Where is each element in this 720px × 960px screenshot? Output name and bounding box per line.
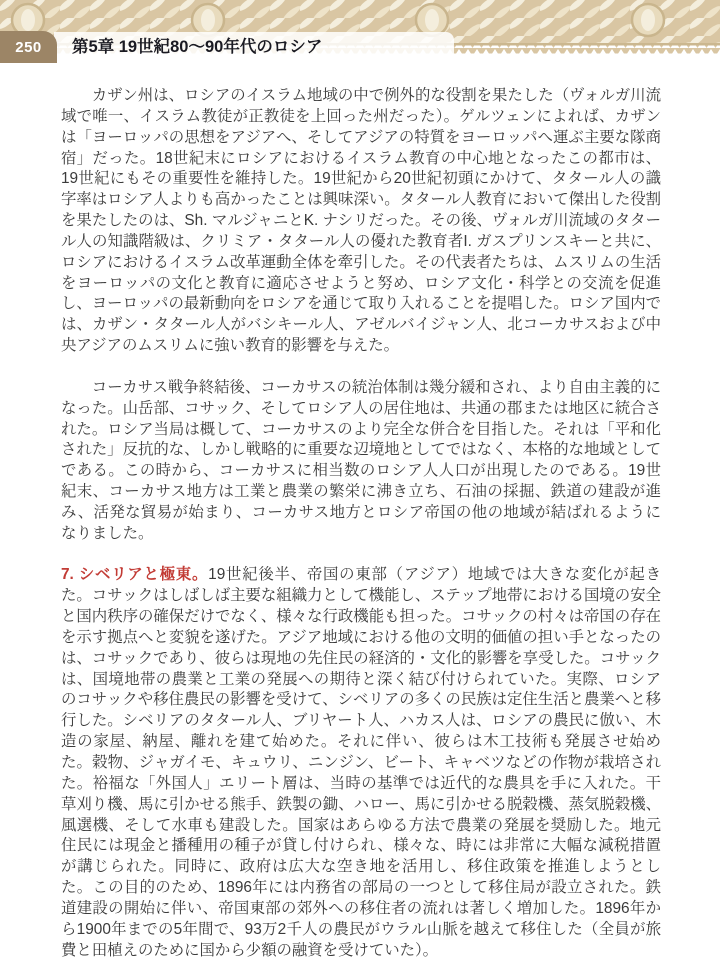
- page-number-badge: [0, 31, 57, 63]
- paragraph-siberia: [61, 565, 661, 960]
- section-body-siberia: 19世紀後半、帝国の東部（アジア）地域では大きな変化が起きた。コサックはしばしば主要な組織力として機能し、ステップ地帯における国境の安全と国内秩序の確保だけでなく、様々な行政機能も担った。コサックの村々は帝国の存在を示す拠点へと変貌を遂げた。アジア地域における他の文明的価値の担い手となったのは、コサックであり、彼らは現地の先住民の経済的・文化的影響を享受した。コサックは、国境地帯の農業と工業の発展への期待と深く結び付けられていた。実際、ロシアのコサックや移住農民の影響を受けて、シベリアの多くの民族は定住生活と農業へと移行した。シベリアのタタール人、ブリヤート人、ハカス人は、ロシアの農民に倣い、木造の家屋、納屋、離れを建て始めた。それに伴い、彼らは木工技術も発展させ始めた。穀物、ジャガイモ、キュウリ、ニンジン、ビート、キャベツなどの作物が栽培された。裕福な「外国人」エリート層は、当時の基準では近代的な農具を手に入れた。干草刈り機、馬に引かせる熊手、鉄製の鋤、ハロー、馬に引かせる脱穀機、蒸気脱穀機、風選機、そして水車も建設した。国家はあらゆる方法で農業の発展を奨励した。地元住民には現金と播種用の種子が貸し付けられ、様々な、時には非常に大幅な減税措置が講じられた。同時に、政府は広大な空き地を活用し、移住政策を推進しようとした。この目的のため、1896年には内務省の部局の一つとして移住局が設立された。鉄道建設の開始に伴い、帝国東部の郊外への移住者の流れは著しく増加した。1896年から1900年までの5年間で、93万2千人の農民がウラル山脈を越えて移住した（全員が旅費と田植えのために国から少額の融資を受けていた）。: [61, 566, 661, 959]
- paragraph-caucasus: コーカサス戦争終結後、コーカサスの統治体制は幾分緩和され、より自由主義的になった。山岳部、コサック、そしてロシア人の居住地は、共通の郡または地区に統合された。ロシア当局は概して、コーカサスのより完全な併合を目指した。それは「平和化された」反抗的な、しかし戦略的に重要な辺境地としてではなく、本格的な地域としてである。この時から、コーカサスに相当数のロシア人人口が出現したのである。19世紀末、コーカサス地方は工業と農業の繁栄に沸き立ち、石油の採掘、鉄道の建設が進み、活発な貿易が始まり、コーカサス地方とロシア帝国の他の地域が結ばれるようになりました。: [61, 378, 661, 542]
- page-number: 250: [15, 38, 42, 56]
- page-content: [61, 86, 661, 960]
- section-heading-siberia: 7. シベリアと極東。: [61, 566, 209, 584]
- paragraph-kazan: カザン州は、ロシアのイスラム地域の中で例外的な役割を果たした（ヴォルガ川流域で唯一、イスラム教徒が正教徒を上回った州だった）。ゲルツェンによれば、カザンは「ヨーロッパの思想をアジアへ、そしてアジアの特質をヨーロッパへ運ぶ主要な隊商宿」だった。18世紀末にロシアにおけるイスラム教育の中心地となったこの都市は、19世紀にもその重要性を維持した。19世紀から20世紀初頭にかけて、タタール人の識字率はロシア人よりも高かったことは興味深い。タタール人教育において傑出した役割を果たしたのは、Sh. マルジャニとK. ナシリだった。その後、ヴォルガ川流域のタタール人の知識階級は、クリミア・タタール人の優れた教育者I. ガスプリンスキーと共に、ロシアにおけるイスラム改革運動全体を牽引した。その代表者たちは、ムスリムの生活をヨーロッパの文化と教育に適応させようと努め、ロシア文化・科学との交流を促進し、ヨーロッパの最新動向をロシアを通じて取り入れることを提唱した。ロシア国内では、カザン・タタール人がバシキール人、アゼルバイジャン人、北コーカサスおよび中央アジアのムスリムに強い教育的影響を与えた。: [61, 87, 661, 355]
- chapter-title: 第5章 19世紀80〜90年代のロシア: [72, 38, 323, 56]
